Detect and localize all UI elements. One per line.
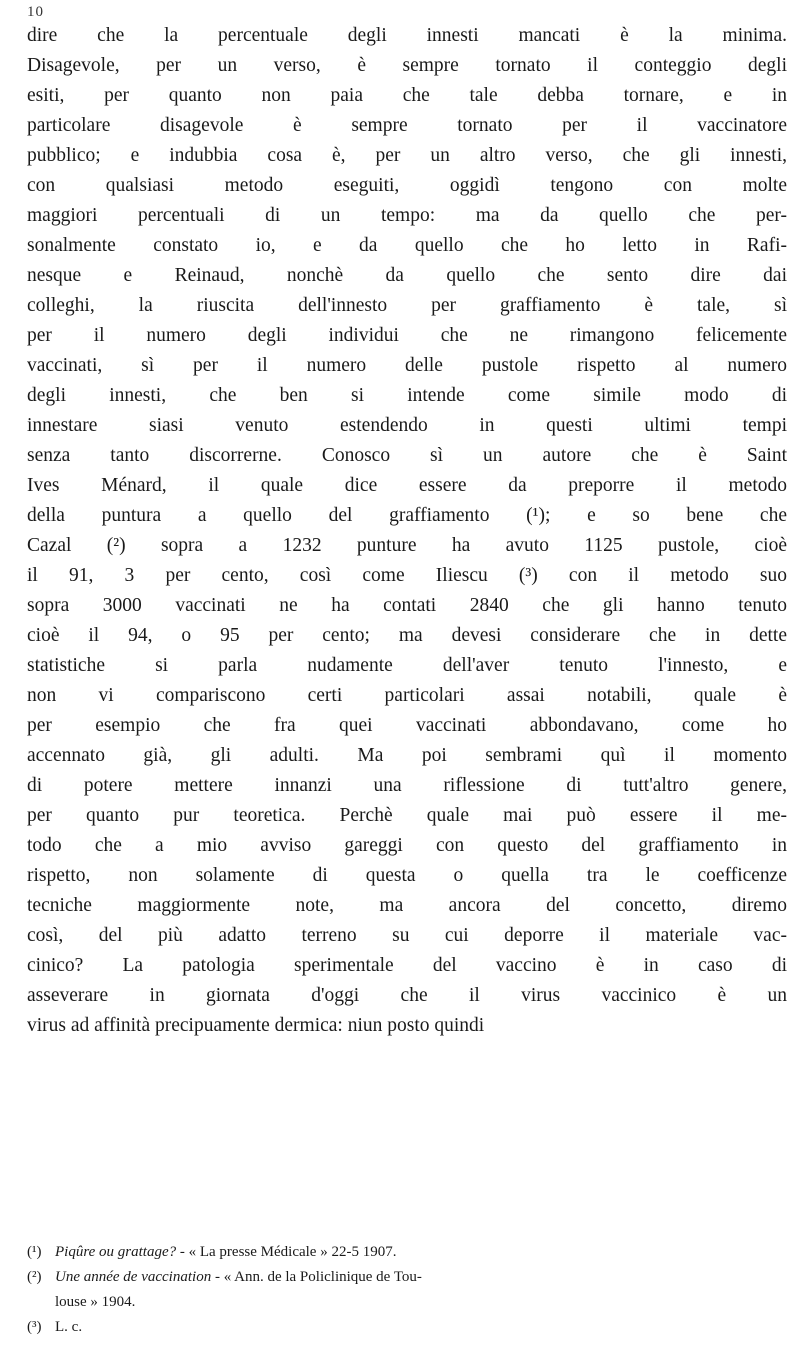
text-line: di potere mettere innanzi una riflessione di tutt'altro genere, (27, 775, 787, 796)
footnote-marker: (¹) (27, 1244, 42, 1260)
text-line: cinico? La patologia sperimentale del vaccino è in caso di (27, 955, 787, 976)
footnote-text: - « Ann. de la Policlinique de Tou- (211, 1269, 422, 1285)
footnote-marker: (³) (27, 1319, 42, 1335)
text-line: vaccinati, sì per il numero delle pustole rispetto al numero (27, 355, 787, 376)
text-line: virus ad affinità precipuamente dermica: niun posto quindi (27, 1015, 485, 1036)
text-line: nesque e Reinaud, nonchè da quello che sento dire dai (27, 265, 787, 286)
text-line: rispetto, non solamente di questa o quella tra le coefficenze (27, 865, 787, 886)
footnote-text: L. c. (55, 1319, 83, 1335)
text-line: senza tanto discorrerne. Conosco sì un autore che è Saint (27, 445, 787, 466)
text-line: per esempio che fra quei vaccinati abbondavano, come ho (27, 715, 787, 736)
footnote-marker: (²) (27, 1269, 42, 1285)
text-line: dire che la percentuale degli innesti mancati è la minima. (27, 25, 787, 46)
text-line: innestare siasi venuto estendendo in questi ultimi tempi (27, 415, 787, 436)
footnote-title: Piqûre ou grattage? (55, 1244, 177, 1260)
footnote (27, 1240, 787, 1265)
text-line: per il numero degli individui che ne rimangono felicemente (27, 325, 787, 346)
text-line: statistiche si parla nudamente dell'aver tenuto l'innesto, e (27, 655, 787, 676)
body-text (27, 21, 787, 1041)
text-line: Ives Ménard, il quale dice essere da preporre il metodo (27, 475, 787, 496)
text-line: Cazal (²) sopra a 1232 punture ha avuto 1125 pustole, cioè (27, 535, 787, 556)
text-line: colleghi, la riuscita dell'innesto per graffiamento è tale, sì (27, 295, 787, 316)
text-line: non vi compariscono certi particolari assai notabili, quale è (27, 685, 787, 706)
text-line: esiti, per quanto non paia che tale debba tornare, e in (27, 85, 787, 106)
text-line: asseverare in giornata d'oggi che il virus vaccinico è un (27, 985, 787, 1006)
text-line: sonalmente constato io, e da quello che ho letto in Rafi- (27, 235, 787, 256)
text-line: sopra 3000 vaccinati ne ha contati 2840 che gli hanno tenuto (27, 595, 787, 616)
footnote-text: - « La presse Médicale » 22-5 1907. (176, 1244, 397, 1260)
text-line: il 91, 3 per cento, così come Iliescu (³) con il metodo suo (27, 565, 787, 586)
footnote (27, 1290, 787, 1315)
footnotes (27, 1240, 787, 1340)
page-number: 10 (27, 4, 44, 20)
text-line: della puntura a quello del graffiamento (¹); e so bene che (27, 505, 787, 526)
text-line: così, del più adatto terreno su cui deporre il materiale vac- (27, 925, 787, 946)
text-line: maggiori percentuali di un tempo: ma da quello che per- (27, 205, 787, 226)
footnote-text: louse » 1904. (55, 1294, 136, 1310)
text-line: accennato già, gli adulti. Ma poi sembrami quì il momento (27, 745, 787, 766)
text-line: con qualsiasi metodo eseguiti, oggidì tengono con molte (27, 175, 787, 196)
footnote (27, 1265, 787, 1290)
text-line: cioè il 94, o 95 per cento; ma devesi considerare che in dette (27, 625, 787, 646)
footnote (27, 1315, 787, 1340)
text-line: Disagevole, per un verso, è sempre tornato il conteggio degli (27, 55, 787, 76)
footnote-title: Une année de vaccination (55, 1269, 212, 1285)
text-line: tecniche maggiormente note, ma ancora del concetto, diremo (27, 895, 787, 916)
text-line: pubblico; e indubbia cosa è, per un altro verso, che gli innesti, (27, 145, 787, 166)
text-line: per quanto pur teoretica. Perchè quale mai può essere il me- (27, 805, 787, 826)
text-line: degli innesti, che ben si intende come simile modo di (27, 385, 787, 406)
text-line: particolare disagevole è sempre tornato per il vaccinatore (27, 115, 787, 136)
text-line: todo che a mio avviso gareggi con questo del graffiamento in (27, 835, 787, 856)
